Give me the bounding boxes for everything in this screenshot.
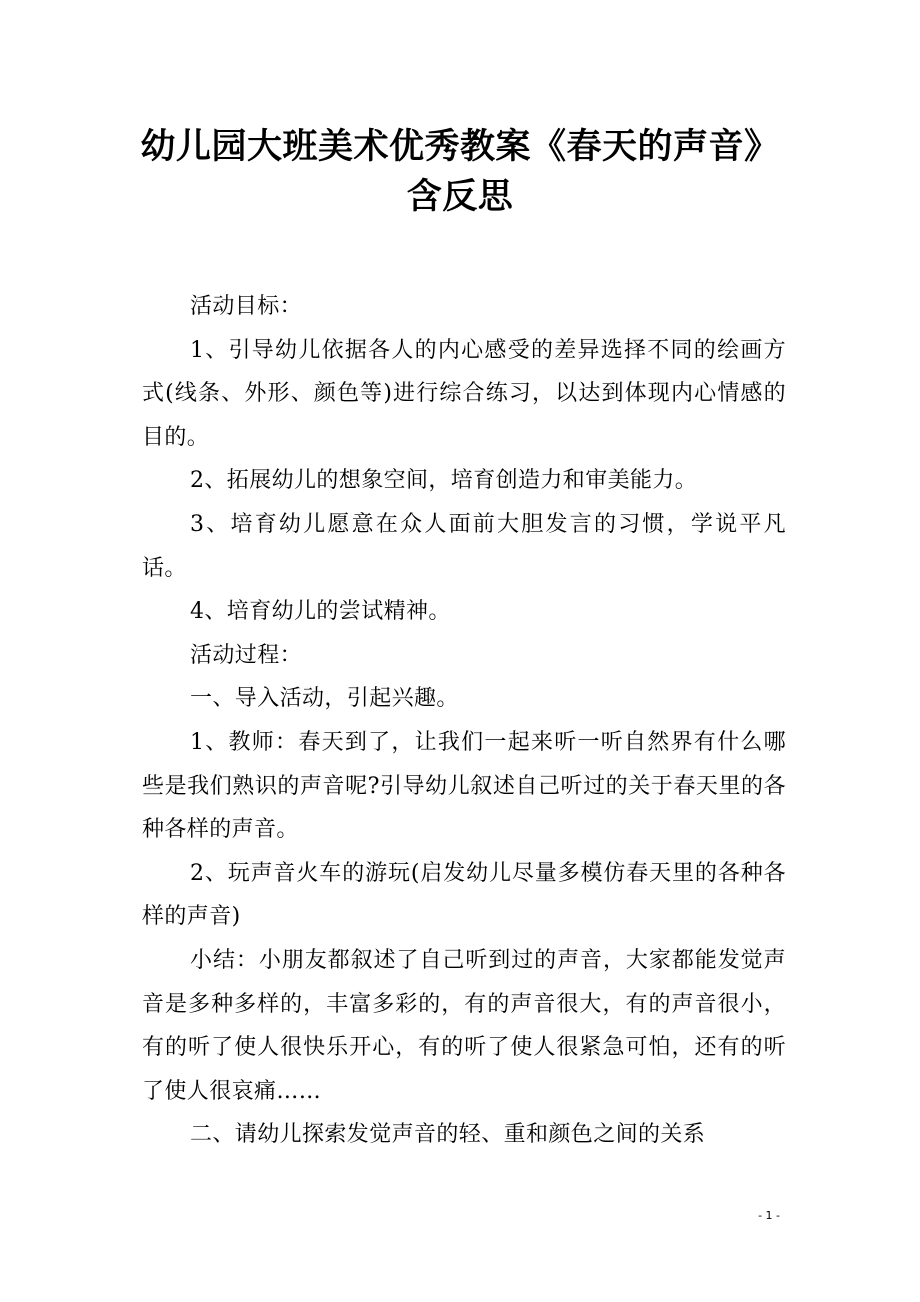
- paragraph-goal-4: 4、培育幼儿的尝试精神。: [190, 599, 451, 625]
- paragraph-goal-1: 1、引导幼儿依据各人的内心感受的差异选择不同的绘画方式(线条、外形、颜色等)进行综合练习，以达到体现内心情感的目的。: [142, 337, 786, 450]
- paragraph-summary: 小结：小朋友都叙述了自己听到过的声音，大家都能发觉声音是多种多样的，丰富多彩的，有的声音很大，有的声音很小，有的听了使人很快乐开心，有的听了使人很紧急可怕，还有的听了使人很哀痛……: [142, 947, 786, 1104]
- paragraph-activity-process-heading: 活动过程：: [190, 642, 303, 668]
- document-title: 幼儿园大班美术优秀教案《春天的声音》含反思: [140, 126, 780, 217]
- paragraph-section-2-heading: 二、请幼儿探索发觉声音的轻、重和颜色之间的关系: [190, 1122, 706, 1148]
- paragraph-goal-2: 2、拓展幼儿的想象空间，培育创造力和审美能力。: [190, 468, 698, 494]
- page-number: - 1 -: [758, 1209, 780, 1222]
- paragraph-step-2: 2、玩声音火车的游玩(启发幼儿尽量多模仿春天里的各种各样的声音): [142, 860, 786, 930]
- document-body: [142, 285, 786, 1157]
- paragraph-goal-3: 3、培育幼儿愿意在众人面前大胆发言的习惯，学说平凡话。: [142, 511, 786, 581]
- paragraph-activity-goals-heading: 活动目标：: [190, 294, 303, 319]
- paragraph-section-1-heading: 一、导入活动，引起兴趣。: [190, 686, 459, 712]
- paragraph-step-1: 1、教师：春天到了，让我们一起来听一听自然界有什么哪些是我们熟识的声音呢?引导幼儿叙述自己听过的关于春天里的各种各样的声音。: [142, 729, 786, 843]
